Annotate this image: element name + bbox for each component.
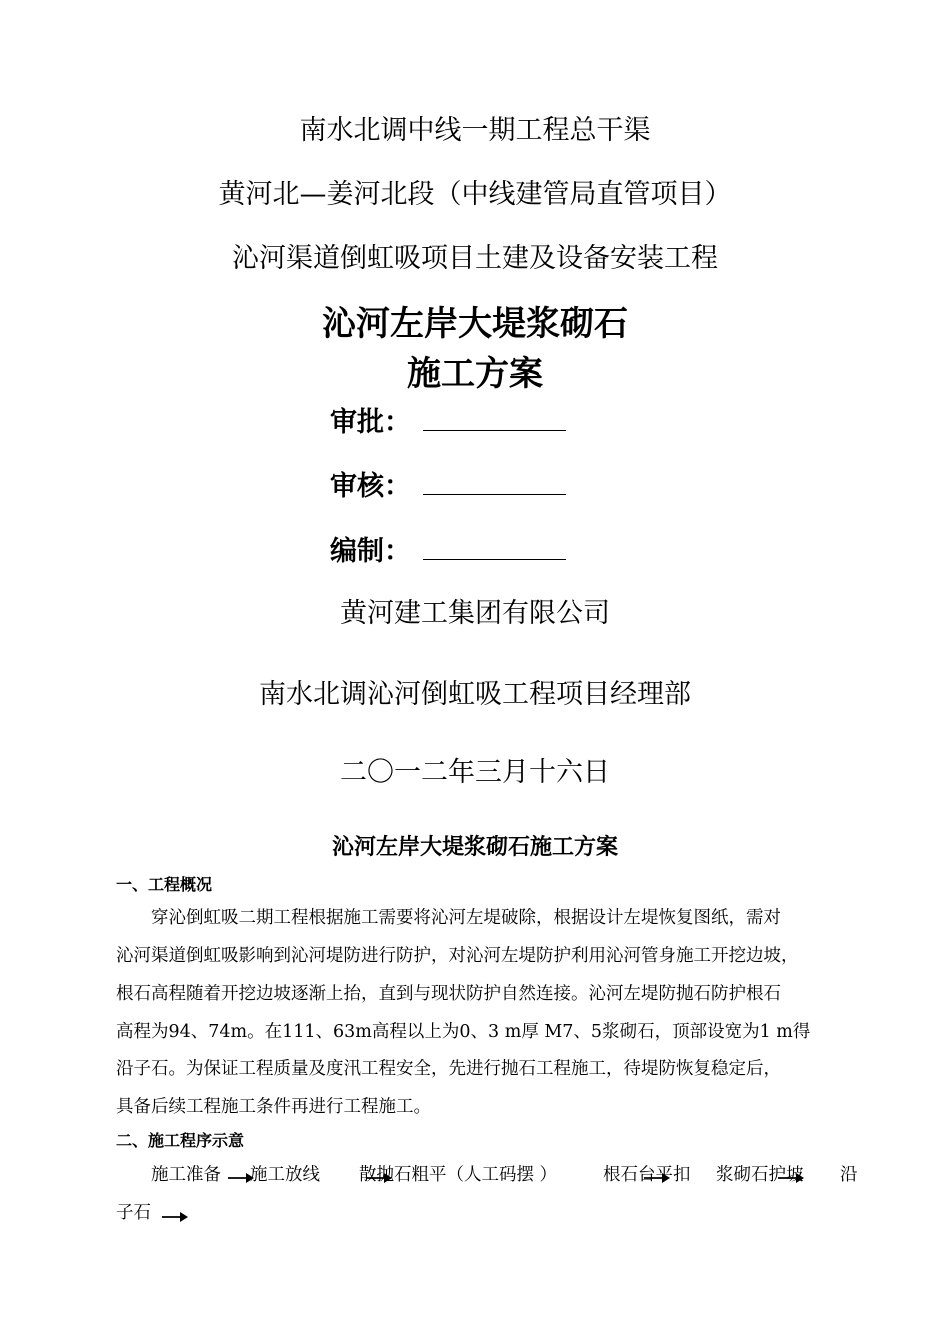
flow-arrow-5 bbox=[162, 1211, 188, 1223]
compile-blank bbox=[423, 537, 566, 560]
company-name: 黄河建工集团有限公司 bbox=[340, 598, 610, 629]
para-line-2: 沁河渠道倒虹吸影响到沁河堤防进行防护，对沁河左堤防护利用沁河管身施工开挖边坡， bbox=[116, 946, 799, 966]
section-1-heading: 一、工程概况 bbox=[116, 875, 213, 894]
flow-step-toe: 根石台平扣 bbox=[603, 1165, 691, 1185]
compile-row bbox=[330, 529, 566, 568]
approve-row bbox=[330, 400, 566, 439]
document-title: 沁河左岸大堤浆砌石施工方案 bbox=[331, 835, 618, 860]
review-blank bbox=[423, 472, 566, 495]
para-line-1: 穿沁倒虹吸二期工程根据施工需要将沁河左堤破除，根据设计左堤恢复图纸，需对 bbox=[116, 908, 781, 928]
flow-step-edge-stone-b: 子石 bbox=[116, 1203, 151, 1223]
cover-line-project: 南水北调中线一期工程总干渠 bbox=[299, 115, 651, 146]
cover-line-section: 黄河北—姜河北段（中线建管局直管项目） bbox=[218, 179, 732, 210]
cover-date: 二〇一二年三月十六日 bbox=[340, 757, 610, 788]
department-name: 南水北调沁河倒虹吸工程项目经理部 bbox=[259, 679, 691, 710]
para-line-5: 沿子石。为保证工程质量及度汛工程安全，先进行抛石工程施工，待堤防恢复稳定后， bbox=[116, 1059, 781, 1079]
review-row bbox=[330, 464, 566, 503]
compile-label: 编制： bbox=[330, 536, 411, 567]
para-line-3: 根石高程随着开挖边坡逐渐上抬，直到与现状防护自然连接。沁河左堤防抛石防护根石 bbox=[116, 984, 781, 1004]
section-2-heading: 二、施工程序示意 bbox=[116, 1131, 245, 1150]
cover-main-subtitle: 施工方案 bbox=[407, 354, 543, 394]
review-label: 审核： bbox=[330, 471, 411, 502]
cover-line-subproject: 沁河渠道倒虹吸项目土建及设备安装工程 bbox=[232, 243, 718, 274]
flow-step-prepare: 施工准备 bbox=[151, 1165, 221, 1185]
para-line-4: 高程为94、74m。在111、63m高程以上为0、3 m厚 M7、5浆砌石，顶部设宽为1 m得 bbox=[116, 1022, 811, 1042]
flow-step-masonry: 浆砌石护坡 bbox=[716, 1165, 804, 1185]
cover-main-title: 沁河左岸大堤浆砌石 bbox=[322, 304, 628, 344]
flow-step-edge-stone-a: 沿 bbox=[840, 1165, 858, 1185]
para-line-6: 具备后续工程施工条件再进行工程施工。 bbox=[116, 1097, 431, 1117]
approve-blank bbox=[423, 408, 566, 431]
approve-label: 审批： bbox=[330, 407, 411, 438]
flow-step-layout: 施工放线 bbox=[250, 1165, 320, 1185]
flow-step-riprap: 散抛石粗平（人工码摆 ） bbox=[359, 1165, 558, 1185]
